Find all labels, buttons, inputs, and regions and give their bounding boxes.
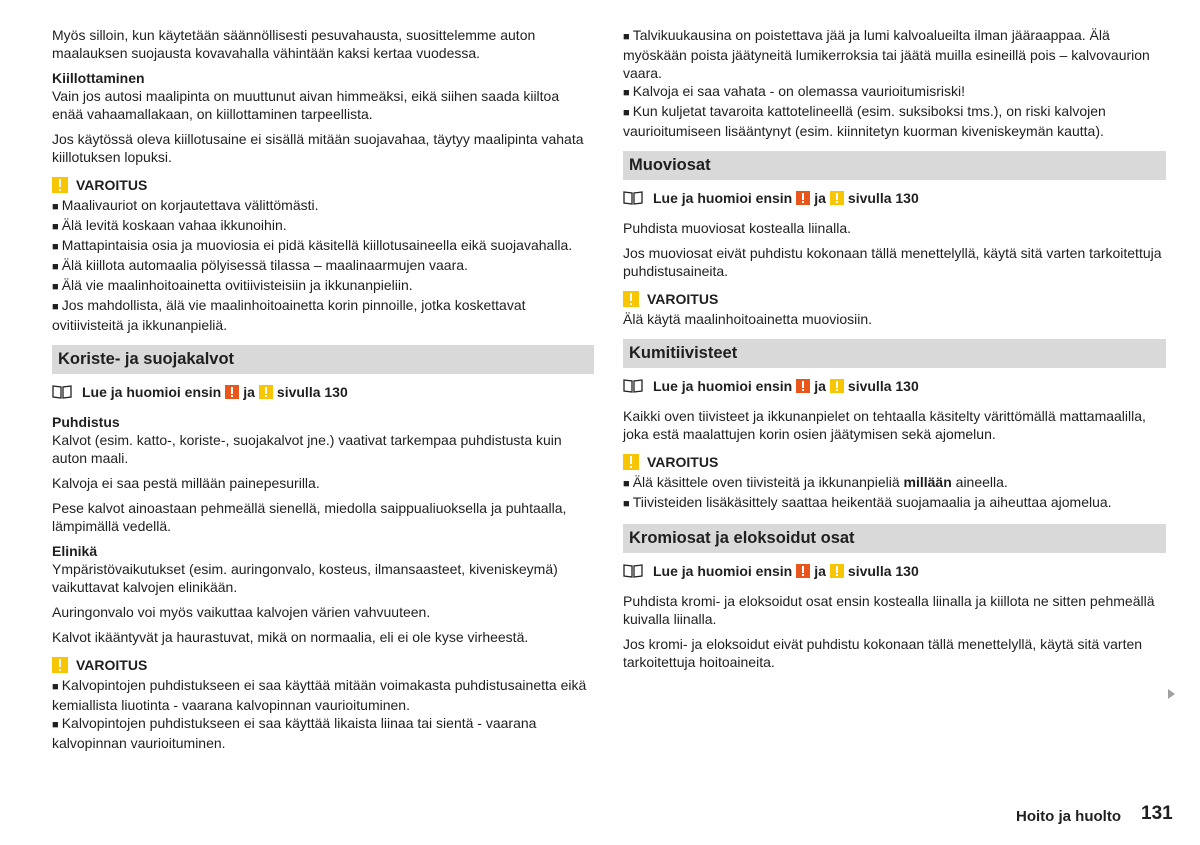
rubber-paragraph-1: Kaikki oven tiivisteet ja ikkunanpielet on tehtaalla käsitelty värittömällä mattamaalilla, joka estä maalattujen korin osien jäätymisen sekä ajomelun. bbox=[623, 408, 1146, 442]
reference-page: sivulla 130 bbox=[847, 378, 919, 394]
reference-line bbox=[623, 377, 1166, 395]
left-column bbox=[52, 26, 594, 760]
book-icon bbox=[623, 378, 643, 394]
warning-item-text: aineella. bbox=[951, 474, 1008, 490]
lifetime-paragraph-3: Kalvot ikääntyvät ja haurastuvat, mikä on normaalia, eli ei ole kyse virheestä. bbox=[52, 629, 529, 645]
reference-text: Lue ja huomioi ensin bbox=[653, 190, 793, 206]
warning-item-text: Älä käsittele oven tiivisteitä ja ikkunanpieliä bbox=[632, 474, 904, 490]
cleaning-paragraph-2: Kalvoja ei saa pestä millään painepesurilla. bbox=[52, 475, 320, 491]
section-heading-chrome: Kromiosat ja eloksoidut osat bbox=[623, 524, 1166, 553]
intro-paragraph: Myös silloin, kun käytetään säännöllisesti pesuvahausta, suosittelemme auton maalauksen suojausta kovavahalla vähintään kaksi kertaa vuodessa. bbox=[52, 27, 536, 61]
book-icon bbox=[623, 563, 643, 579]
cleaning-paragraph-3: Pese kalvot ainoastaan pehmeällä sienellä, miedolla saippualiuoksella ja puhtaalla, lämpimällä vedellä. bbox=[52, 500, 567, 534]
book-icon bbox=[623, 190, 643, 206]
warning-item: ■ Maalivauriot on korjautettava välittömästi. bbox=[52, 196, 594, 216]
reference-text: Lue ja huomioi ensin bbox=[82, 384, 222, 400]
reference-and: ja bbox=[814, 190, 826, 206]
warning-item: ■ Kalvopintojen puhdistukseen ei saa käyttää mitään voimakasta puhdistusainetta eikä kemiallista liuotinta - vaarana kalvopinnan vaurioituminen. bbox=[52, 676, 594, 714]
reference-and: ja bbox=[243, 384, 255, 400]
warning-icon bbox=[623, 291, 639, 307]
warning-box-plastic bbox=[623, 290, 1166, 328]
danger-icon bbox=[796, 379, 810, 393]
warning-icon bbox=[830, 191, 844, 205]
lifetime-heading: Elinikä bbox=[52, 543, 98, 559]
warning-title: VAROITUS bbox=[76, 657, 148, 673]
cleaning-heading: Puhdistus bbox=[52, 414, 120, 430]
cleaning-paragraph-1: Kalvot (esim. katto-, koriste-, suojakalvot jne.) vaativat tarkempaa puhdistusta kuin auton maali. bbox=[52, 432, 562, 466]
warning-box-films bbox=[52, 656, 594, 752]
warning-icon bbox=[830, 379, 844, 393]
warning-title: VAROITUS bbox=[76, 177, 148, 193]
warning-icon bbox=[52, 657, 68, 673]
reference-line bbox=[52, 383, 594, 401]
polishing-heading: Kiillottaminen bbox=[52, 70, 145, 86]
chrome-paragraph-1: Puhdista kromi- ja eloksoidut osat ensin kostealla liinalla ja kiillota ne sitten pehmeällä kuivalla liinalla. bbox=[623, 593, 1155, 627]
warning-item: ■ Mattapintaisia osia ja muoviosia ei pidä käsitellä kiillotusaineella eikä suojavahalla. bbox=[52, 236, 594, 256]
reference-text: Lue ja huomioi ensin bbox=[653, 563, 793, 579]
reference-page: sivulla 130 bbox=[276, 384, 348, 400]
reference-page: sivulla 130 bbox=[847, 190, 919, 206]
warning-item: ■ Jos mahdollista, älä vie maalinhoitoainetta korin pinnoille, jotka koskettavat ovitiivisteitä ja ikkunanpieliä. bbox=[52, 296, 594, 334]
plastic-paragraph-1: Puhdista muoviosat kostealla liinalla. bbox=[623, 220, 852, 236]
warning-item: ■ Tiivisteiden lisäkäsittely saattaa heikentää suojamaalia ja aiheuttaa ajomelua. bbox=[623, 493, 1166, 513]
lifetime-paragraph-2: Auringonvalo voi myös vaikuttaa kalvojen värien vahvuuteen. bbox=[52, 604, 431, 620]
reference-line bbox=[623, 189, 1166, 207]
reference-and: ja bbox=[814, 563, 826, 579]
warning-item: ■ Älä vie maalinhoitoainetta ovitiivisteisiin ja ikkunanpieliin. bbox=[52, 276, 594, 296]
reference-and: ja bbox=[814, 378, 826, 394]
polishing-paragraph-2: Jos käytössä oleva kiillotusaine ei sisällä mitään suojavahaa, täytyy maalipinta vahata kiillotuksen lopuksi. bbox=[52, 131, 584, 165]
warning-title: VAROITUS bbox=[647, 454, 719, 470]
warning-icon bbox=[52, 177, 68, 193]
danger-icon bbox=[796, 191, 810, 205]
warning-item-emphasis: millään bbox=[903, 474, 952, 490]
list-item: ■ Talvikuukausina on poistettava jää ja lumi kalvoalueilta ilman jääraappaa. Älä myöskään poista jäätyneitä lumikerroksia tai jäätä muilla esineillä pois – kalvovaurion vaara. bbox=[623, 26, 1166, 82]
warning-icon bbox=[259, 385, 273, 399]
warning-box-rubber bbox=[623, 453, 1166, 513]
continue-arrow-icon bbox=[1168, 689, 1175, 699]
warning-box-paint bbox=[52, 176, 594, 334]
chrome-paragraph-2: Jos kromi- ja eloksoidut eivät puhdistu kokonaan tällä menettelyllä, käytä sitä varten tarkoitettuja hoitoaineita. bbox=[623, 636, 1143, 670]
page-number: 131 bbox=[1141, 803, 1173, 824]
warning-item: ■ Älä kiillota automaalia pölyisessä tilassa – maalinaarmujen vaara. bbox=[52, 256, 594, 276]
section-heading-rubber: Kumitiivisteet bbox=[623, 339, 1166, 368]
warning-item bbox=[623, 473, 1166, 493]
danger-icon bbox=[225, 385, 239, 399]
polishing-paragraph-1: Vain jos autosi maalipinta on muuttunut aivan himmeäksi, eikä siihen saada kiiltoa enää vahaamallakaan, on kiillottaminen tarpeellista. bbox=[52, 88, 560, 122]
danger-icon bbox=[796, 564, 810, 578]
section-heading-plastic: Muoviosat bbox=[623, 151, 1166, 180]
lifetime-paragraph-1: Ympäristövaikutukset (esim. auringonvalo, kosteus, ilmansaasteet, kiveniskeymä) vaikuttavat kalvojen elinikään. bbox=[52, 561, 558, 595]
reference-line bbox=[623, 562, 1166, 580]
section-heading-films: Koriste- ja suojakalvot bbox=[52, 345, 594, 374]
warning-text: Älä käytä maalinhoitoainetta muoviosiin. bbox=[623, 311, 873, 327]
warning-title: VAROITUS bbox=[647, 291, 719, 307]
reference-page: sivulla 130 bbox=[847, 563, 919, 579]
footer-section-label: Hoito ja huolto bbox=[1016, 808, 1121, 825]
list-item: ■ Kalvoja ei saa vahata - on olemassa vaurioitumisriski! bbox=[623, 82, 1166, 102]
plastic-paragraph-2: Jos muoviosat eivät puhdistu kokonaan tällä menettelyllä, käytä sitä varten tarkoitettuja puhdistusaineita. bbox=[623, 245, 1162, 279]
warning-item: ■ Kalvopintojen puhdistukseen ei saa käyttää likaista liinaa tai sientä - vaarana kalvopinnan vaurioituminen. bbox=[52, 714, 594, 752]
warning-icon bbox=[623, 454, 639, 470]
list-item: ■ Kun kuljetat tavaroita kattotelineellä (esim. suksiboksi tms.), on riski kalvojen vaurioitumiseen lisääntynyt (esim. kiinnitetyn kuorman kiveniskeymän kautta). bbox=[623, 102, 1166, 140]
right-column bbox=[623, 26, 1166, 678]
warning-icon bbox=[830, 564, 844, 578]
reference-text: Lue ja huomioi ensin bbox=[653, 378, 793, 394]
warning-item: ■ Älä levitä koskaan vahaa ikkunoihin. bbox=[52, 216, 594, 236]
book-icon bbox=[52, 384, 72, 400]
